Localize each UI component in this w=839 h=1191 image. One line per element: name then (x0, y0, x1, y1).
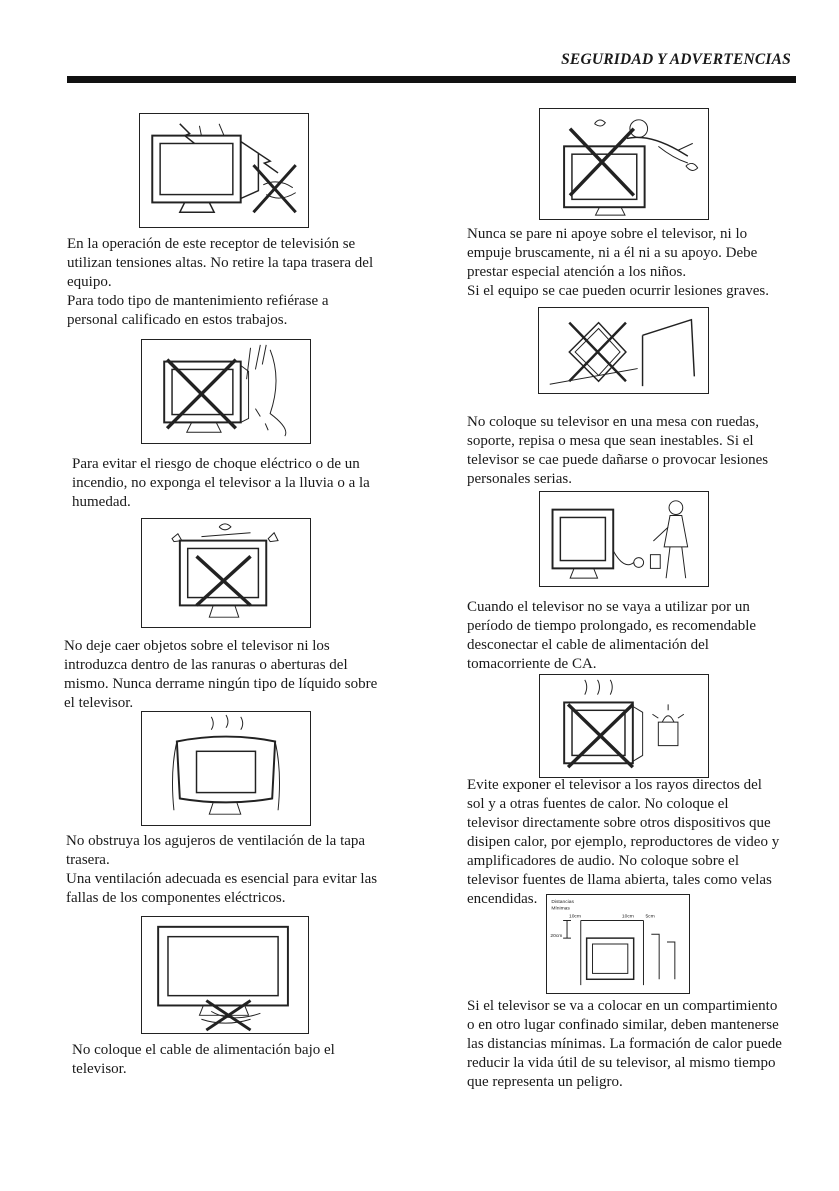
distance-side: 5cm (645, 914, 655, 920)
distance-title-1: Distancias (551, 899, 574, 905)
header-rule (67, 76, 796, 83)
text-objects: No deje caer objetos sobre el televisor ni los introduzca dentro de las ranuras o aberturas del mismo. Nunca derrame ningún tipo de líquido sobre el televisor. (64, 638, 378, 711)
text-cable: No coloque el cable de alimentación bajo el televisor. (72, 1042, 335, 1077)
text-unplug: Cuando el televisor no se vaya a utilizar por un período de tiempo prolongado, es recomendable desconectar el cable de alimentación del tomacorriente de CA. (467, 599, 757, 672)
tv-heat-source-icon (539, 674, 709, 778)
tv-cable-icon (141, 916, 309, 1034)
distance-top-right: 10cm (621, 914, 634, 920)
distance-title-2: Mínimas (551, 906, 570, 912)
text-rain: Para evitar el riesgo de choque eléctrico o de un incendio, no exponga el televisor a la lluvia o a la humedad. (72, 456, 370, 510)
text-distance: Si el televisor se va a colocar en un compartimiento o en otro lugar confinado similar, deben mantenerse las distancias mínimas. La formación de calor puede reducir la vida útil de su televisor, al mismo tiempo que representa un peligro. (467, 998, 782, 1090)
tv-child-climbing-icon (539, 108, 709, 220)
tv-unstable-stand-icon (538, 307, 709, 394)
text-high-voltage: En la operación de este receptor de televisión se utilizan tensiones altas. No retire la tapa trasera del equipo. Para todo tipo de mantenimiento refiérase a personal calificado en estos trabajos. (67, 236, 374, 328)
tv-ventilation-icon (141, 711, 311, 826)
text-heat: Evite exponer el televisor a los rayos directos del sol y a otras fuentes de calor. No coloque el televisor directamente sobre otros dispositivos que disipen calor, por ejemplo, reproductores de video y amplificadores de audio. No coloque sobre el televisor fuentes de llama abierta, tales como velas encendidas. (467, 777, 780, 907)
distance-left: 20cm (550, 934, 563, 940)
tv-high-voltage-icon (139, 113, 309, 228)
tv-minimum-distance-icon (546, 894, 690, 994)
distance-top-left: 10cm (569, 914, 581, 920)
tv-unplug-icon (539, 491, 709, 587)
text-child: Nunca se pare ni apoye sobre el televisor, ni lo empuje bruscamente, ni a él ni a su apoyo. Debe prestar especial atención a los niños. Si el equipo se cae pueden ocurrir lesiones graves. (467, 226, 769, 299)
page-title: SEGURIDAD Y ADVERTENCIAS (561, 51, 791, 68)
text-unstable: No coloque su televisor en una mesa con ruedas, soporte, repisa o mesa que sean inestables. Si el televisor se cae puede dañarse o provocar lesiones personales serias. (467, 414, 769, 487)
text-ventilation: No obstruya los agujeros de ventilación de la tapa trasera. Una ventilación adecuada es esencial para evitar las fallas de los componentes eléctricos. (66, 833, 378, 906)
tv-objects-icon (141, 518, 311, 628)
tv-rain-icon (141, 339, 311, 444)
